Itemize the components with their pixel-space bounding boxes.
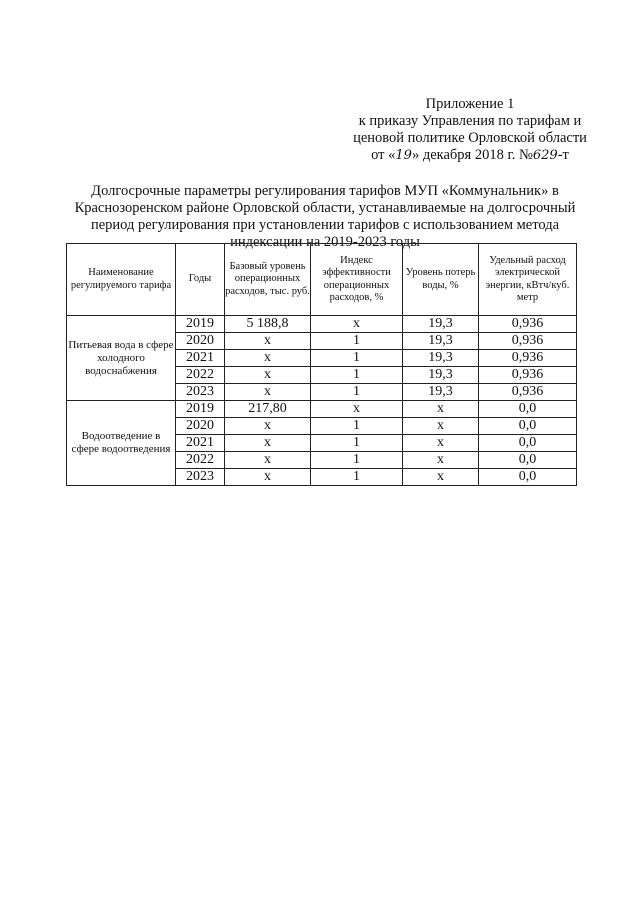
appendix-title: Приложение 1 bbox=[425, 96, 515, 112]
tariff-name-cell: Водоотведение в сфере водоотведения bbox=[67, 401, 176, 486]
handwritten-day: 19 bbox=[395, 148, 412, 163]
base-opex-cell: х bbox=[225, 350, 311, 367]
efficiency-index-cell: х bbox=[311, 401, 403, 418]
header-efficiency-index: Индекс эффективности операционных расходов, % bbox=[311, 244, 403, 316]
energy-consumption-cell: 0,936 bbox=[479, 316, 577, 333]
water-loss-cell: 19,3 bbox=[403, 333, 479, 350]
year-cell: 2020 bbox=[176, 333, 225, 350]
appendix-date-line bbox=[340, 147, 600, 164]
base-opex-cell: х bbox=[225, 435, 311, 452]
base-opex-cell: х bbox=[225, 367, 311, 384]
year-cell: 2019 bbox=[176, 401, 225, 418]
energy-consumption-cell: 0,0 bbox=[479, 418, 577, 435]
base-opex-cell: х bbox=[225, 333, 311, 350]
appendix-order-line: к приказу Управления по тарифам и bbox=[358, 113, 582, 129]
handwritten-order-number: 629 bbox=[532, 148, 558, 163]
header-base-opex: Базовый уровень операционных расходов, тыс. руб. bbox=[225, 244, 311, 316]
efficiency-index-cell: 1 bbox=[311, 367, 403, 384]
tariff-parameters-table bbox=[66, 243, 577, 486]
base-opex-cell: х bbox=[225, 452, 311, 469]
year-cell: 2019 bbox=[176, 316, 225, 333]
year-cell: 2022 bbox=[176, 367, 225, 384]
year-cell: 2023 bbox=[176, 469, 225, 486]
water-loss-cell: 19,3 bbox=[403, 384, 479, 401]
water-loss-cell: х bbox=[403, 418, 479, 435]
tariff-name-cell: Питьевая вода в сфере холодного водоснабжения bbox=[67, 316, 176, 401]
base-opex-cell: 5 188,8 bbox=[225, 316, 311, 333]
order-suffix: -т bbox=[557, 147, 569, 163]
year-cell: 2021 bbox=[176, 435, 225, 452]
year-cell: 2020 bbox=[176, 418, 225, 435]
water-loss-cell: х bbox=[403, 469, 479, 486]
water-loss-cell: 19,3 bbox=[403, 350, 479, 367]
water-loss-cell: 19,3 bbox=[403, 367, 479, 384]
header-tariff-name: Наименование регулируемого тарифа bbox=[67, 244, 176, 316]
efficiency-index-cell: 1 bbox=[311, 418, 403, 435]
table-header-row bbox=[67, 244, 577, 316]
table-row bbox=[67, 316, 577, 333]
year-cell: 2021 bbox=[176, 350, 225, 367]
efficiency-index-cell: 1 bbox=[311, 384, 403, 401]
header-energy-consumption: Удельный расход электрической энергии, кВтч/куб. метр bbox=[479, 244, 577, 316]
appendix-authority-line: ценовой политике Орловской области bbox=[353, 130, 587, 146]
energy-consumption-cell: 0,0 bbox=[479, 469, 577, 486]
efficiency-index-cell: х bbox=[311, 316, 403, 333]
efficiency-index-cell: 1 bbox=[311, 350, 403, 367]
date-middle: » декабря 2018 г. № bbox=[411, 147, 533, 163]
water-loss-cell: 19,3 bbox=[403, 316, 479, 333]
header-years: Годы bbox=[176, 244, 225, 316]
base-opex-cell: х bbox=[225, 469, 311, 486]
energy-consumption-cell: 0,0 bbox=[479, 435, 577, 452]
energy-consumption-cell: 0,936 bbox=[479, 384, 577, 401]
water-loss-cell: х bbox=[403, 401, 479, 418]
efficiency-index-cell: 1 bbox=[311, 469, 403, 486]
document-title: Долгосрочные параметры регулирования тарифов МУП «Коммунальник» в Краснозоренском районе Орловской области, устанавливаемые на долгосрочный период регулирования при установлении тарифов с использованием метода индексации на 2019-2023 годы bbox=[74, 183, 576, 250]
efficiency-index-cell: 1 bbox=[311, 333, 403, 350]
base-opex-cell: х bbox=[225, 384, 311, 401]
energy-consumption-cell: 0,936 bbox=[479, 367, 577, 384]
energy-consumption-cell: 0,936 bbox=[479, 350, 577, 367]
base-opex-cell: х bbox=[225, 418, 311, 435]
energy-consumption-cell: 0,936 bbox=[479, 333, 577, 350]
base-opex-cell: 217,80 bbox=[225, 401, 311, 418]
efficiency-index-cell: 1 bbox=[311, 435, 403, 452]
efficiency-index-cell: 1 bbox=[311, 452, 403, 469]
year-cell: 2022 bbox=[176, 452, 225, 469]
water-loss-cell: х bbox=[403, 452, 479, 469]
table-row bbox=[67, 401, 577, 418]
energy-consumption-cell: 0,0 bbox=[479, 401, 577, 418]
date-prefix: от « bbox=[371, 147, 396, 163]
energy-consumption-cell: 0,0 bbox=[479, 452, 577, 469]
appendix-header bbox=[340, 96, 600, 164]
year-cell: 2023 bbox=[176, 384, 225, 401]
water-loss-cell: х bbox=[403, 435, 479, 452]
header-water-loss: Уровень потерь воды, % bbox=[403, 244, 479, 316]
